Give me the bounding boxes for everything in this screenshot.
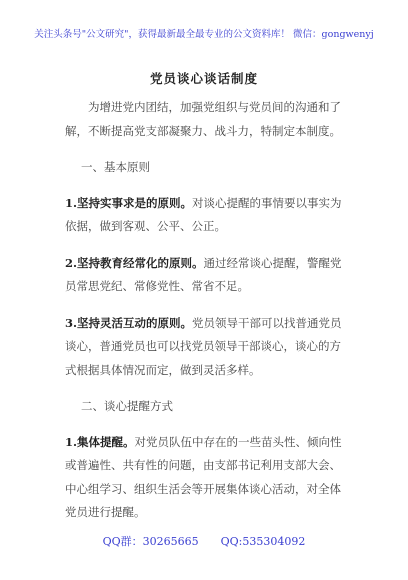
method-1 (65, 431, 345, 525)
document-body (65, 96, 345, 538)
footer-contact (0, 533, 408, 549)
header-note: 关注头条号"公文研究"，获得最新最全最专业的公文资料库！ 微信：gongwenyj (34, 29, 374, 40)
section-heading-methods: 二、谈心提醒方式 (81, 399, 173, 413)
principle-2-text: 通过经常谈心提醒，警醒党员常思党纪、常修党性、常省不足。 (65, 255, 342, 293)
principle-1 (65, 192, 345, 239)
principle-1-text: 对谈心提醒的事情要以事实为依据，做到客观、公平、公正。 (65, 195, 342, 233)
principle-2 (65, 252, 345, 299)
principle-1-lead: 1.坚持实事求是的原则。 (65, 195, 193, 210)
document-title: 党员谈心谈话制度 (149, 71, 258, 86)
intro-paragraph: 为增进党内团结，加强党组织与党员间的沟通和了解，不断提高党支部凝聚力、战斗力，特制定本制度。 (65, 100, 341, 138)
method-1-lead: 1.集体提醒。 (65, 434, 135, 449)
method-1-text: 对党员队伍中存在的一些苗头性、倾向性或普遍性、共有性的问题，由支部书记利用支部大会、中心组学习、组织生活会等开展集体谈心活动，对全体党员进行提醒。 (65, 434, 342, 519)
section-heading-principles: 一、基本原则 (81, 160, 150, 174)
principle-3-lead: 3.坚持灵活互动的原则。 (65, 315, 193, 330)
footer-qq-group: QQ群：30265665 (102, 535, 199, 548)
principle-2-lead: 2.坚持教育经常化的原则。 (65, 255, 204, 270)
principle-3 (65, 312, 345, 383)
footer-qq: QQ:535304092 (220, 535, 306, 548)
principle-3-text: 党员领导干部可以找普通党员谈心，普通党员也可以找党员领导干部谈心，谈心的方式根据具体情况而定，做到灵活多样。 (65, 315, 342, 377)
